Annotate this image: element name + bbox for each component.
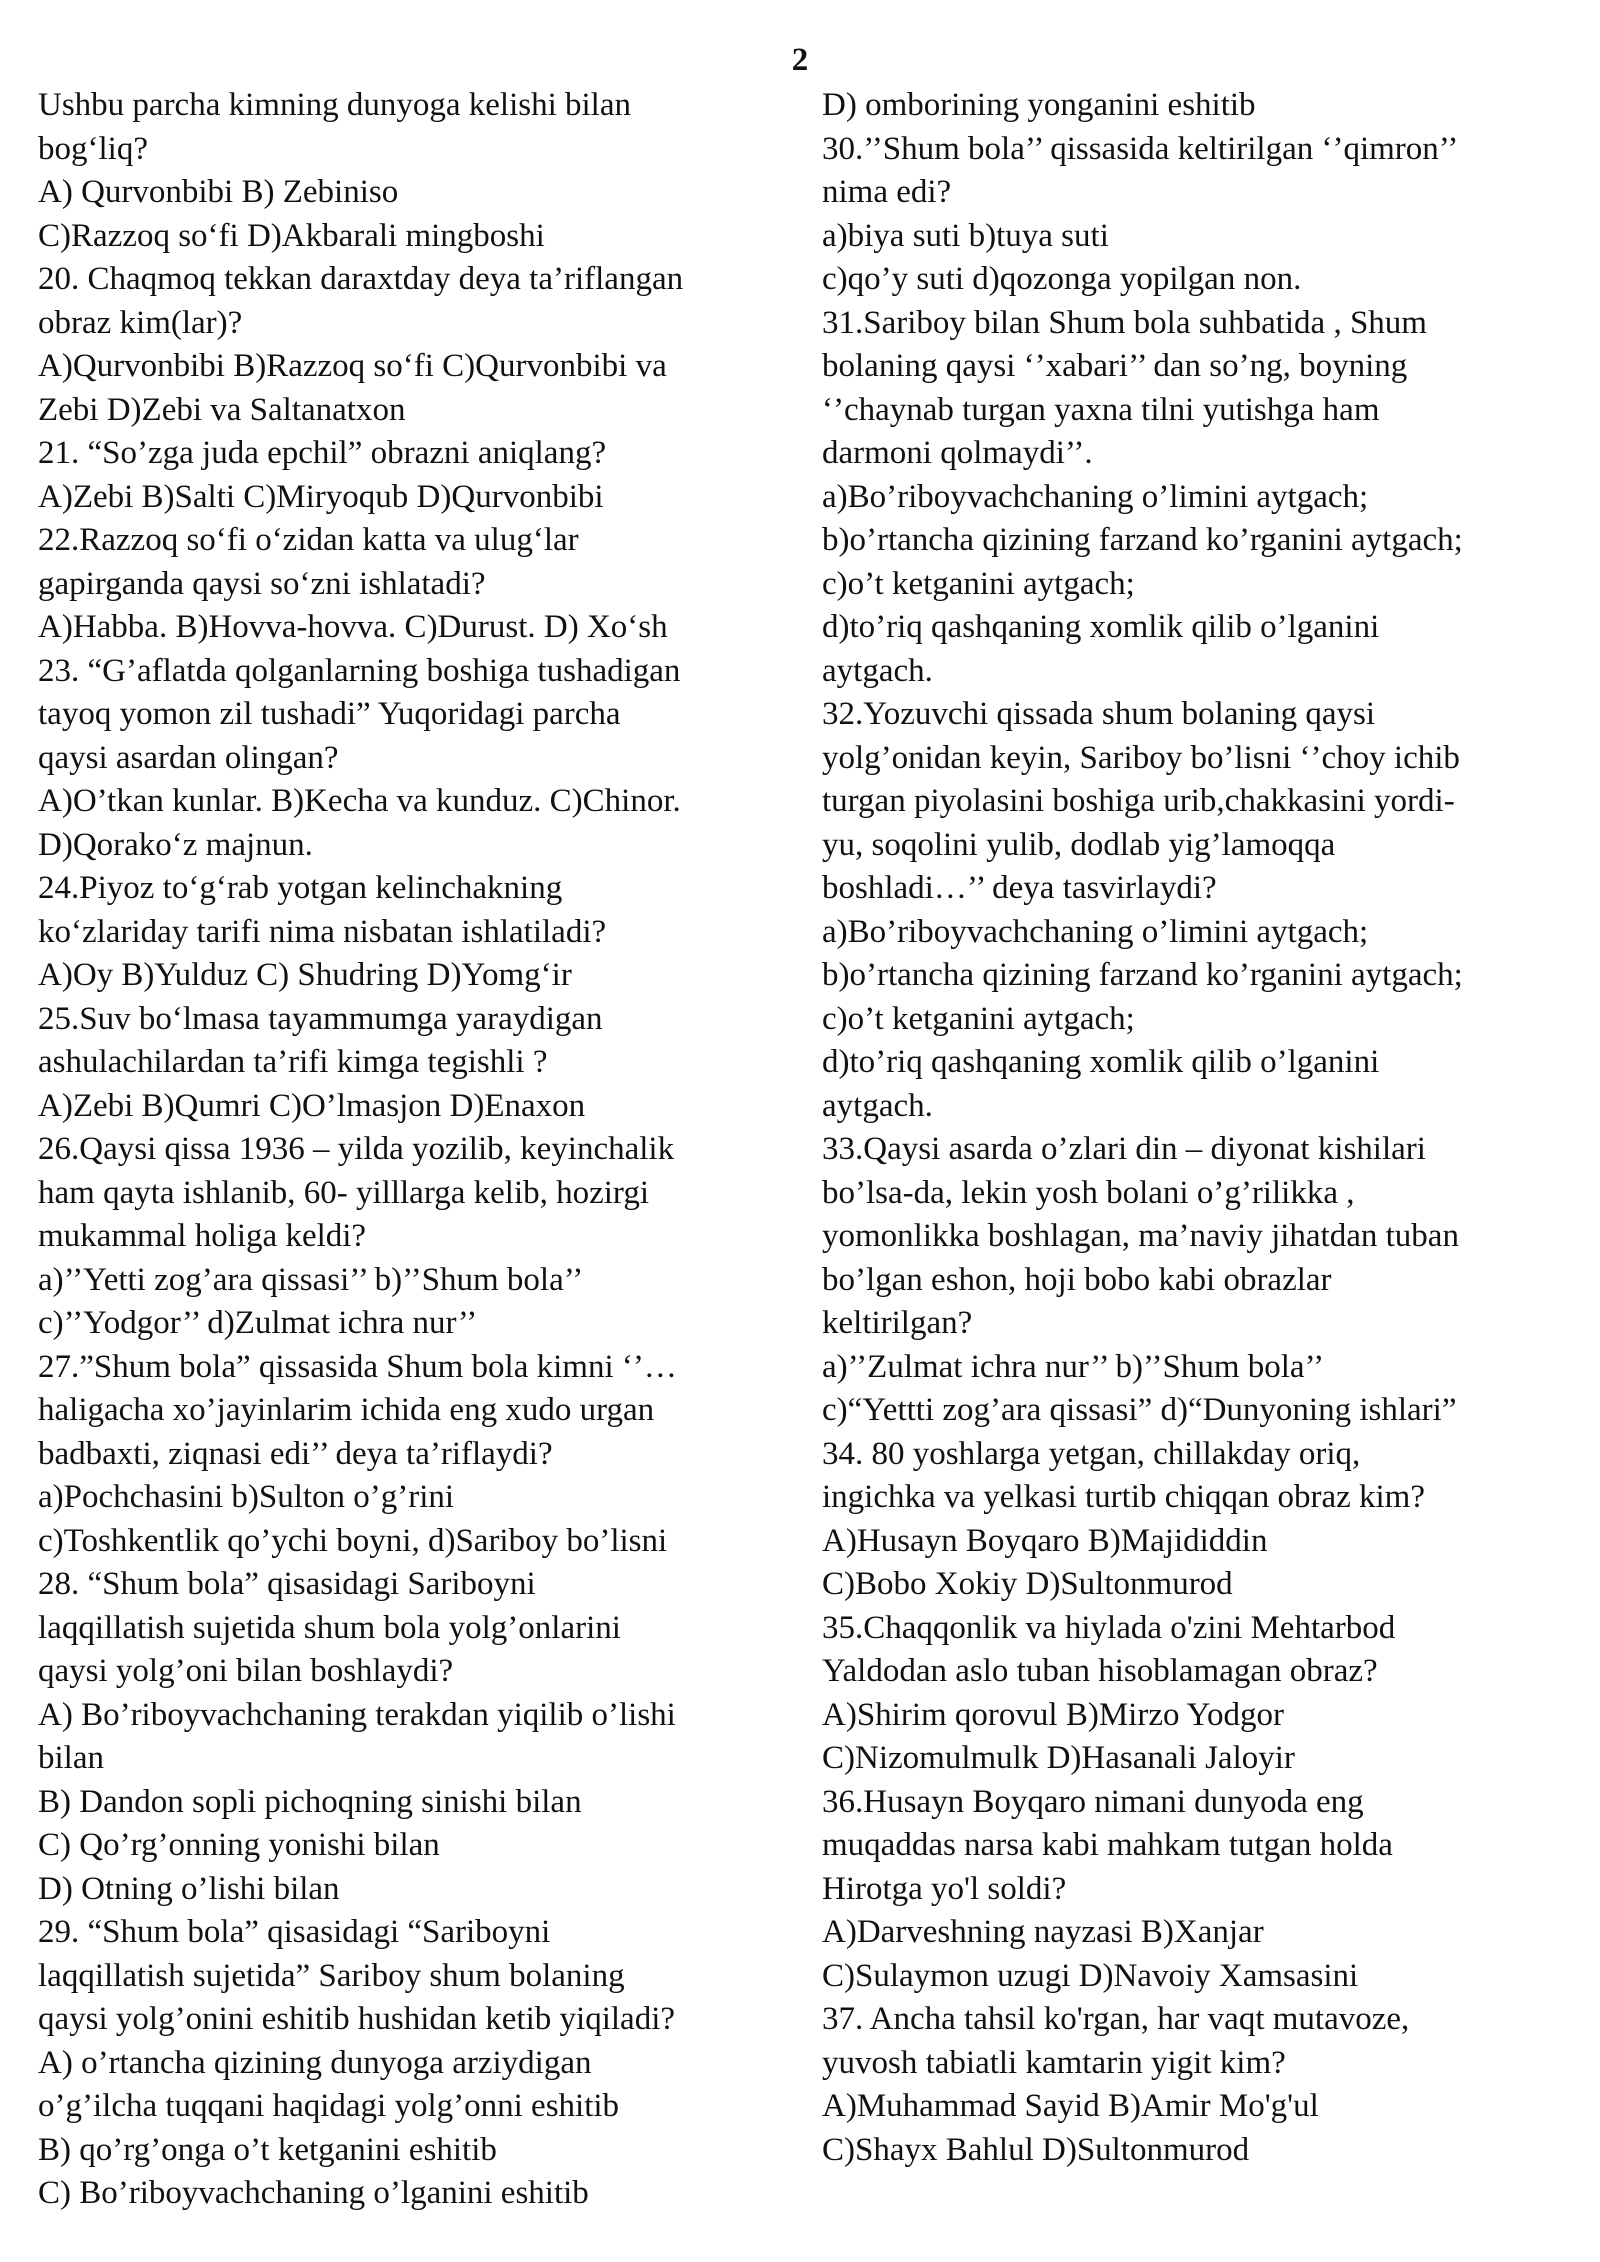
left-column-text-line: 21. “So’zga juda epchil” obrazni aniqlang? [38, 435, 607, 471]
right-column-text-line: 35.Chaqqonlik va hiylada o'zini Mehtarbod [822, 1609, 1396, 1646]
right-column-text-line: bo’lsa-da, lekin yosh bolani o’g’rilikka , [822, 1174, 1355, 1211]
left-column-text-line: C)Razzoq so‘fi D)Akbarali mingboshi [38, 217, 545, 254]
right-column-text-line: C)Sulaymon uzugi D)Navoiy Xamsasini [822, 1957, 1359, 1994]
right-column-text-line: keltirilgan? [822, 1305, 973, 1341]
right-column-text-line: C)Shayx Bahlul D)Sultonmurod [822, 2131, 1250, 2168]
right-column-text-line: nima edi? [822, 174, 952, 210]
left-column-text-line: C) Qo’rg’onning yonishi bilan [38, 1827, 440, 1863]
left-column-text-line: badbaxti, ziqnasi edi’’ deya ta’riflaydi? [38, 1435, 553, 1472]
right-column-text-line: d)to’riq qashqaning xomlik qilib o’lganini [822, 609, 1380, 645]
left-column-text-line: 24.Piyoz to‘g‘rab yotgan kelinchakning [38, 870, 563, 906]
right-column-text-line: muqaddas narsa kabi mahkam tutgan holda [822, 1827, 1393, 1863]
left-column-text-line: ko‘zlariday tarifi nima nisbatan ishlatiladi? [38, 913, 607, 950]
left-column-text-line: bilan [38, 1740, 104, 1776]
right-column-text-line: a)Bo’riboyvachchaning o’limini aytgach; [822, 478, 1369, 515]
right-column-text-line: a)Bo’riboyvachchaning o’limini aytgach; [822, 913, 1369, 950]
left-column-text-line: bog‘liq? [38, 130, 148, 167]
right-column-text-line: A)Husayn Boyqaro B)Majididdin [822, 1522, 1268, 1559]
right-column-text-line: c)o’t ketganini aytgach; [822, 1000, 1135, 1037]
right-column-text-line: Yaldodan aslo tuban hisoblamagan obraz? [822, 1653, 1378, 1689]
left-column-text-line: A)Zebi B)Salti C)Miryoqub D)Qurvonbibi [38, 478, 604, 515]
left-column-text-line: obraz kim(lar)? [38, 304, 243, 341]
left-column-text-line: 20. Chaqmoq tekkan daraxtday deya ta’riflangan [38, 261, 684, 297]
left-column-text-line: Ushbu parcha kimning dunyoga kelishi bilan [38, 87, 631, 123]
left-column-text-line: A) Qurvonbibi B) Zebiniso [38, 174, 399, 210]
left-column-text-line: gapirganda qaysi so‘zni ishlatadi? [38, 565, 486, 602]
left-column-text-line: a)’’Yetti zog’ara qissasi’’ b)’’Shum bola’’ [38, 1261, 584, 1298]
right-column-text-line: boshladi…’’ deya tasvirlaydi? [822, 870, 1217, 906]
left-column-text-line: tayoq yomon zil tushadi” Yuqoridagi parcha [38, 696, 621, 732]
left-column-text-line: 28. “Shum bola” qisasidagi Sariboyni [38, 1566, 536, 1602]
left-column-text-line: B) Dandon sopli pichoqning sinishi bilan [38, 1783, 582, 1820]
right-column-text-line: D) omborining yonganini eshitib [822, 87, 1256, 123]
left-column-text-line: 25.Suv bo‘lmasa tayammumga yaraydigan [38, 1000, 603, 1037]
right-column-text-line: turgan piyolasini boshiga urib,chakkasini yordi- [822, 783, 1455, 819]
right-column-text-line: yuvosh tabiatli kamtarin yigit kim? [822, 2044, 1286, 2081]
left-column-text-line: qaysi yolg’onini eshitib hushidan ketib yiqiladi? [38, 2001, 676, 2037]
left-column-text-line: ham qayta ishlanib, 60- yilllarga kelib, hozirgi [38, 1174, 649, 1211]
right-column-text-line: c)qo’y suti d)qozonga yopilgan non. [822, 261, 1302, 297]
right-column-text-line: C)Bobo Xokiy D)Sultonmurod [822, 1566, 1233, 1602]
right-column-text-line: yomonlikka boshlagan, ma’naviy jihatdan tuban [822, 1218, 1459, 1254]
left-column-text-line: 27.”Shum bola” qissasida Shum bola kimni ‘’… [38, 1348, 677, 1385]
right-column-text-line: A)Muhammad Sayid B)Amir Mo'g'ul [822, 2088, 1319, 2124]
right-column-text-line: 36.Husayn Boyqaro nimani dunyoda eng [822, 1783, 1364, 1820]
left-column-text-line: o’g’ilcha tuqqani haqidagi yolg’onni eshitib [38, 2088, 620, 2124]
right-column-text-line: c)o’t ketganini aytgach; [822, 565, 1135, 602]
left-column-text-line: D) Otning o’lishi bilan [38, 1870, 340, 1907]
right-column-text-line: 34. 80 yoshlarga yetgan, chillakday oriq, [822, 1435, 1361, 1472]
left-column-text-line: D)Qorako‘z majnun. [38, 826, 313, 863]
left-column-text-line: laqqillatish sujetida shum bola yolg’onlarini [38, 1609, 621, 1646]
left-column-text-line: qaysi asardan olingan? [38, 739, 339, 776]
right-column-text-line: ‘’chaynab turgan yaxna tilni yutishga ham [822, 391, 1380, 428]
right-column-text-line: aytgach. [822, 652, 933, 689]
right-column-text-line: 30.’’Shum bola’’ qissasida keltirilgan ‘’qimron’’ [822, 130, 1459, 167]
right-column-text-line: a)biya suti b)tuya suti [822, 217, 1109, 254]
right-column-text-line: yu, soqolini yulib, dodlab yig’lamoqqa [822, 826, 1336, 863]
left-column-text-line: haligacha xo’jayinlarim ichida eng xudo urgan [38, 1392, 655, 1428]
right-column-text-line: Hirotga yo'l soldi? [822, 1870, 1067, 1907]
right-column-text-line: 32.Yozuvchi qissada shum bolaning qaysi [822, 696, 1376, 732]
left-column-text-line: c)’’Yodgor’’ d)Zulmat ichra nur’’ [38, 1305, 478, 1341]
left-column-text-line: 26.Qaysi qissa 1936 – yilda yozilib, keyinchalik [38, 1131, 675, 1167]
left-column [38, 84, 808, 2216]
right-column-text-line: ingichka va yelkasi turtib chiqqan obraz kim? [822, 1479, 1425, 1515]
left-column-text-line: A) o’rtancha qizining dunyoga arziydigan [38, 2044, 592, 2081]
left-column-text-line: B) qo’rg’onga o’t ketganini eshitib [38, 2131, 497, 2168]
left-column-text-line: 23. “G’aflatda qolganlarning boshiga tushadigan [38, 652, 681, 689]
right-column-text-line: 37. Ancha tahsil ko'rgan, har vaqt mutavoze, [822, 2001, 1410, 2037]
right-column-text-line: 31.Sariboy bilan Shum bola suhbatida , Shum [822, 304, 1427, 341]
left-column-text-line: laqqillatish sujetida” Sariboy shum bolaning [38, 1957, 625, 1994]
left-column-text-line: C) Bo’riboyvachchaning o’lganini eshitib [38, 2175, 589, 2211]
right-column-text-line: bolaning qaysi ‘’xabari’’ dan so’ng, boyning [822, 348, 1408, 384]
left-column-text-line: A)Zebi B)Qumri C)O’lmasjon D)Enaxon [38, 1087, 586, 1124]
right-column-text-line: aytgach. [822, 1087, 933, 1124]
left-column-text-line: A)Qurvonbibi B)Razzoq so‘fi C)Qurvonbibi va [38, 348, 667, 384]
left-column-text-line: A)Oy B)Yulduz C) Shudring D)Yomg‘ir [38, 957, 572, 993]
left-column-text-line: Zebi D)Zebi va Saltanatxon [38, 391, 406, 428]
left-column-text-line: A)O’tkan kunlar. B)Kecha va kunduz. C)Chinor. [38, 783, 681, 819]
right-column-text-line: A)Darveshning nayzasi B)Xanjar [822, 1914, 1264, 1950]
left-column-text-line: A)Habba. B)Hovva-hovva. C)Durust. D) Xo‘sh [38, 609, 668, 645]
right-column-text-line: 33.Qaysi asarda o’zlari din – diyonat kishilari [822, 1131, 1426, 1167]
right-column-text-line: yolg’onidan keyin, Sariboy bo’lisni ‘’choy ichib [822, 739, 1460, 776]
left-column-text-line: c)Toshkentlik qo’ychi boyni, d)Sariboy bo’lisni [38, 1522, 668, 1559]
left-column-text-line: 29. “Shum bola” qisasidagi “Sariboyni [38, 1914, 551, 1950]
right-column-text-line: A)Shirim qorovul B)Mirzo Yodgor [822, 1696, 1285, 1733]
right-column-text-line: b)o’rtancha qizining farzand ko’rganini aytgach; [822, 522, 1463, 558]
right-column-text-line: d)to’riq qashqaning xomlik qilib o’lganini [822, 1044, 1380, 1080]
right-column-text-line: bo’lgan eshon, hoji bobo kabi obrazlar [822, 1261, 1332, 1298]
right-column-text-line: c)“Yettti zog’ara qissasi” d)“Dunyoning ishlari” [822, 1392, 1457, 1428]
page-number: 2 [791, 42, 809, 78]
left-column-text-line: A) Bo’riboyvachchaning terakdan yiqilib o’lishi [38, 1696, 676, 1733]
left-column-text-line: ashulachilardan ta’rifi kimga tegishli ? [38, 1044, 548, 1080]
right-column-text-line: b)o’rtancha qizining farzand ko’rganini aytgach; [822, 957, 1463, 993]
left-column-text-line: qaysi yolg’oni bilan boshlaydi? [38, 1653, 454, 1689]
left-column-text-line: mukammal holiga keldi? [38, 1218, 367, 1254]
right-column-text-line: darmoni qolmaydi’’. [822, 435, 1093, 471]
right-column [822, 84, 1582, 2172]
left-column-text-line: 22.Razzoq so‘fi o‘zidan katta va ulug‘lar [38, 522, 579, 558]
right-column-text-line: C)Nizomulmulk D)Hasanali Jaloyir [822, 1740, 1295, 1776]
right-column-text-line: a)’’Zulmat ichra nur’’ b)’’Shum bola’’ [822, 1348, 1325, 1385]
left-column-text-line: a)Pochchasini b)Sulton o’g’rini [38, 1479, 455, 1515]
